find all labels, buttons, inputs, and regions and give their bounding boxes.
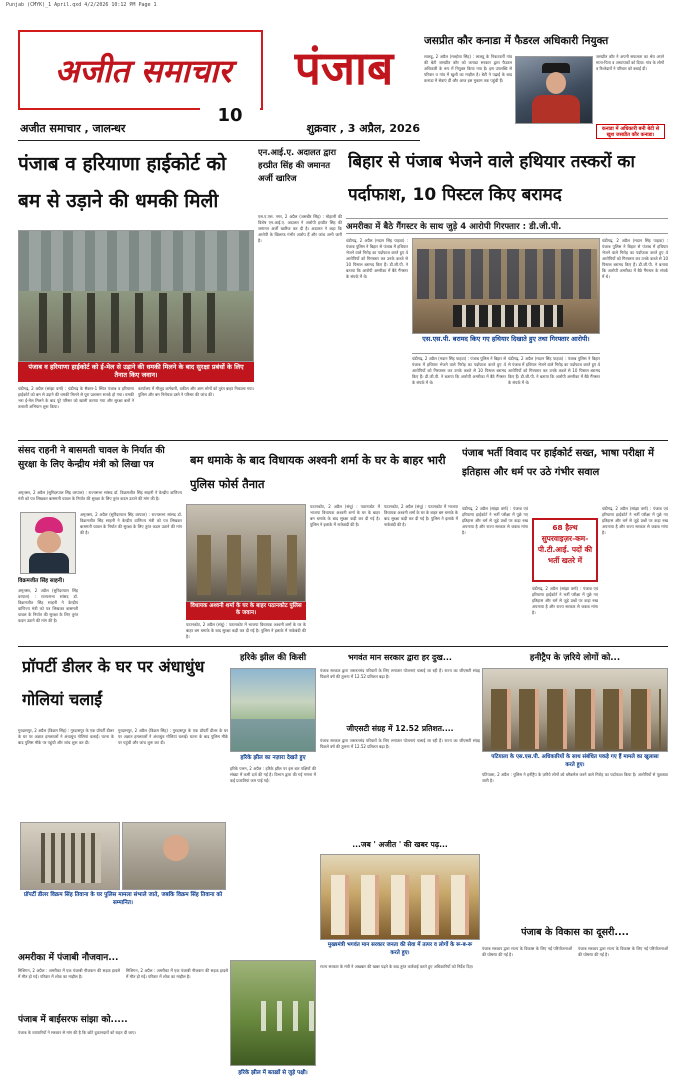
dealer-caption: प्रॉपर्टी डीलर विक्रम सिंह तिवाना के घर पुलिस मामला संभाले जाते, जबकि विक्रम सिंह तिवाना को सम्मानित। <box>18 890 228 908</box>
masthead <box>18 30 420 140</box>
harike-caption: हरिके झील का नज़ारा देखते हुए <box>230 752 316 764</box>
harike-story <box>230 650 316 1086</box>
bail-headline: एन.आई.ए. अदालत द्वारा हरप्रीत सिंह की जमानत अर्जी खारिज <box>258 147 337 183</box>
sahni-caption: विक्रमजीत सिंह साहनी। <box>18 578 65 584</box>
exam-story <box>462 444 668 642</box>
exam-box-text: 68 हैल्थ सुपरवाइज़र-कम-पी.टी.आई. पदों की भर्ती खतरे में <box>537 523 593 565</box>
mla-body-3: पठानकोट, 2 अप्रैल (संधू) : पठानकोट में भाजपा विधायक अश्वनी शर्मा के घर के बाहर बम धमाके के बाद सुरक्षा कड़ी कर दी गई है। पुलिस ने इलाके में नाकेबंदी की है। <box>384 504 458 527</box>
seized-pistols <box>453 305 563 327</box>
weapons-story <box>346 146 668 436</box>
weapons-body-2: चंडीगढ़, 2 अप्रैल (मदान सिंह पाहवा) : पंजाब पुलिस ने बिहार से पंजाब में हथियार भेजने वाले गिरोह का पर्दाफाश करते हुए 4 आरोपियों को गिरफ्तार कर उनके कब्जे से 10 पिस्टल बरामद किए हैं। डी.जी.पी. ने बताया कि आरोपी अमरीका में बैठे गैंगस्टर के संपर्क में थे। <box>602 238 668 279</box>
harike-photo-3 <box>230 960 316 1066</box>
honeytrap-body: पटियाला, 2 अप्रैल : पुलिस ने हनीट्रैप के ज़रिये लोगों को ब्लैकमेल करने वाले गिरोह का पर्दाफाश किया है। आरोपियों से पूछताछ जारी है। <box>482 772 668 783</box>
ajit-body: राज्य सरकार के मंत्री ने अखबार की खबर पढ़ने के बाद तुरंत कार्रवाई करते हुए अधिकारियों को निर्देश दिए। <box>320 964 474 969</box>
weapons-body-4: चंडीगढ़, 2 अप्रैल (मदान सिंह पाहवा) : पंजाब पुलिस ने बिहार से पंजाब में हथियार भेजने वाले गिरोह का पर्दाफाश करते हुए 4 आरोपियों को गिरफ्तार कर उनके कब्जे से 10 पिस्टल बरामद किए हैं। डी.जी.पी. ने बताया कि आरोपी अमरीका में बैठे गैंगस्टर के संपर्क में थे। <box>508 356 600 385</box>
mla-body-2: पठानकोट, 2 अप्रैल (संधू) : पठानकोट में भाजपा विधायक अश्वनी शर्मा के घर के बाहर बम धमाके के बाद सुरक्षा कड़ी कर दी गई है। पुलिस ने इलाके में नाकेबंदी की है। <box>310 504 380 527</box>
ajit-photo <box>320 854 480 940</box>
sahni-body-3: अमृतसर, 2 अप्रैल (सुरिंदरपाल सिंह वरपाल) : राज्यसभा सांसद डॉ. विक्रमजीत सिंह साहनी ने केन्द्रीय वाणिज्य मंत्री को पत्र लिखकर बासमती चावल के निर्यात की सुरक्षा के लिए तुरंत कदम उठाने की मांग की है। <box>18 588 78 623</box>
traders-body: पंजाब के व्यापारियों ने सरकार से मांग की है कि छोटे दुकानदारों को राहत दी जाए। <box>18 1030 137 1035</box>
development-body: पंजाब सरकार द्वारा राज्य के विकास के लिए नई परियोजनाओं की घोषणा की गई है। <box>482 946 572 957</box>
cm-figures <box>331 875 471 935</box>
lake-water <box>231 719 316 752</box>
ration-headline-main: भगवंत मान सरकार द्वारा हर दुख... <box>348 653 452 662</box>
court-building <box>19 231 254 291</box>
dealer-headline: प्रॉपर्टी डीलर के घर पर अंधाधुंध गोलियां चलाईं <box>22 657 205 709</box>
sahni-body-2: अमृतसर, 2 अप्रैल (सुरिंदरपाल सिंह वरपाल) : राज्यसभा सांसद डॉ. विक्रमजीत सिंह साहनी ने केन्द्रीय वाणिज्य मंत्री को पत्र लिखकर बासमती चावल के निर्यात की सुरक्षा के लिए तुरंत कदम उठाने की मांग की है। <box>80 512 182 535</box>
edition-box <box>268 30 420 110</box>
nri-headline: अमरीका में पंजाबी नौजवान... <box>18 953 119 963</box>
section-rule-1 <box>18 440 668 441</box>
sahni-photo <box>20 512 76 574</box>
edition-date: शुक्रवार , 3 अप्रैल, 2026 <box>306 122 420 135</box>
masthead-rule <box>18 140 420 141</box>
harike-caption-2: हरिके झील में बतख़ों से जुड़े पक्षी। <box>230 1066 316 1080</box>
mla-body: पठानकोट, 2 अप्रैल (संधू) : पठानकोट में भाजपा विधायक अश्वनी शर्मा के घर के बाहर बम धमाके के बाद सुरक्षा कड़ी कर दी गई है। पुलिस ने इलाके में नाकेबंदी की है। <box>186 622 306 639</box>
sahni-story <box>18 444 182 642</box>
honeytrap-story <box>482 650 668 920</box>
top-story <box>420 30 665 140</box>
dealer-photo <box>20 822 120 890</box>
print-slug: Punjab (CMYK)_1 April.qxd 4/2/2026 10:12 PM Page 1 <box>6 2 157 8</box>
top-story-headline: जसप्रीत कौर कनाडा में फैडरल अधिकारी नियुक्त <box>424 35 609 47</box>
hc-bomb-body-2: कार्यालय में मौजूद कर्मचारी, वकील और आम लोगों को तुरंत बाहर निकाला गया। पुलिस और बम निरोधक दस्ते ने परिसर की जांच की। <box>138 386 254 397</box>
dealer-body-2: गुरदासपुर, 2 अप्रैल (विक्रम सिंह) : गुरदासपुर के एक प्रॉपर्टी डीलर के घर पर अज्ञात हमलावरों ने अंधाधुंध गोलियां चलाईं। घटना के बाद पुलिस मौके पर पहुंची और जांच शुरू कर दी। <box>118 728 228 745</box>
hc-bomb-headline: पंजाब व हरियाणा हाईकोर्ट को बम से उड़ाने की धमकी मिली <box>18 153 227 212</box>
page-number-badge <box>200 104 260 128</box>
dealer-body: गुरदासपुर, 2 अप्रैल (विक्रम सिंह) : गुरदासपुर के एक प्रॉपर्टी डीलर के घर पर अज्ञात हमलावरों ने अंधाधुंध गोलियां चलाईं। घटना के बाद पुलिस मौके पर पहुंची और जांच शुरू कर दी। <box>18 728 114 745</box>
officer-photo <box>515 56 593 124</box>
paper-name: अजीत समाचार <box>54 52 232 90</box>
gst-body: पंजाब सरकार द्वारा जरूरतमंद परिवारों के लिए लगातार योजनाएं चलाई जा रही हैं। राज्य का जीएसटी संग्रह पिछले वर्ष की तुलना में 12.52 प्रतिशत बढ़ा है। <box>320 738 480 749</box>
weapons-body-3: चंडीगढ़, 2 अप्रैल (मदान सिंह पाहवा) : पंजाब पुलिस ने बिहार से पंजाब में हथियार भेजने वाले गिरोह का पर्दाफाश करते हुए 4 आरोपियों को गिरफ्तार कर उनके कब्जे से 10 पिस्टल बरामद किए हैं। डी.जी.पी. ने बताया कि आरोपी अमरीका में बैठे गैंगस्टर के संपर्क में थे। <box>412 356 506 385</box>
exam-headline: पंजाब भर्ती विवाद पर हाईकोर्ट सख्त, भाषा परीक्षा में इतिहास और धर्म पर उठे गंभीर सवाल <box>462 448 655 478</box>
sahni-suit <box>29 553 69 574</box>
top-story-caption: कनाडा में अधिकारी बनी बेटी से खुश जसप्रीत कौर कनाडा। <box>596 124 665 139</box>
development-body-2: पंजाब सरकार द्वारा राज्य के विकास के लिए नई परियोजनाओं की घोषणा की गई है। <box>578 946 668 957</box>
nri-story <box>18 950 228 1010</box>
officer-uniform <box>532 95 580 124</box>
bail-story <box>258 146 342 436</box>
harike-body: हरिके पत्तन, 2 अप्रैल : हरिके झील पर इस बार पक्षियों की संख्या में कमी दर्ज की गई है। विभाग द्वारा की गई गणना में कई प्रजातियां कम पाई गईं। <box>230 766 316 783</box>
weapons-subhead: अमरीका में बैठे गैंगस्टर के साथ जुड़े 4 आरोपी गिरफ्तार : डी.जी.पी. <box>346 218 668 234</box>
hc-bomb-photo <box>18 230 254 362</box>
weapons-photo <box>412 238 600 334</box>
mid-right-column <box>320 650 480 1086</box>
dealer-photo-2 <box>122 822 226 890</box>
police-figures <box>39 293 229 353</box>
mla-headline: बम धमाके के बाद विधायक अश्वनी शर्मा के घर के बाहर भारी पुलिस फोर्स तैनात <box>190 453 446 491</box>
paper-name-box <box>18 30 263 110</box>
ajit-headline: ...जब ' अजीत ' की खबर पढ़... <box>352 840 448 849</box>
ration-body: पंजाब सरकार द्वारा जरूरतमंद परिवारों के लिए लगातार योजनाएं चलाई जा रही हैं। राज्य का जीएसटी संग्रह पिछले वर्ष की तुलना में 12.52 प्रतिशत बढ़ा है। <box>320 668 480 679</box>
exam-box <box>532 518 598 582</box>
harike-photo <box>230 668 316 752</box>
hc-bomb-story <box>18 146 254 436</box>
sahni-headline: संसद राहनी ने बासमती चावल के निर्यात की सुरक्षा के लिए केन्द्रीय मंत्री को लिखा पत्र <box>18 445 165 470</box>
weapons-caption: एस.एस.पी. बरामद किए गए हथियार दिखाते हुए तथा गिरफ्तार आरोपी। <box>412 334 600 354</box>
police-line <box>417 249 597 299</box>
officer-face <box>546 72 566 94</box>
bail-body: एस.ए.एस. नगर, 2 अप्रैल (जसबीर सिंह) : मोहाली की विशेष एन.आई.ए. अदालत ने आरोपी हरप्रीत सिंह की जमानत अर्जी खारिज कर दी है। अदालत ने कहा कि आरोपी के खिलाफ गंभीर आरोप हैं और जांच अभी जारी है। <box>258 214 342 243</box>
weapons-body: चंडीगढ़, 2 अप्रैल (मदान सिंह पाहवा) : पंजाब पुलिस ने बिहार से पंजाब में हथियार भेजने वाले गिरोह का पर्दाफाश करते हुए 4 आरोपियों को गिरफ्तार कर उनके कब्जे से 10 पिस्टल बरामद किए हैं। डी.जी.पी. ने बताया कि आरोपी अमरीका में बैठे गैंगस्टर के संपर्क में थे। <box>346 238 408 279</box>
development-headline: पंजाब के विकास का दूसरी.... <box>521 927 629 938</box>
harike-headline: हरिके झील की किसी <box>239 653 307 663</box>
birds-flock <box>261 1001 316 1031</box>
hc-bomb-body: चंडीगढ़, 2 अप्रैल (सांझा वर्मा) : चंडीगढ़ के सैक्टर-1 स्थित पंजाब व हरियाणा हाईकोर्ट को बम से उड़ाने की धमकी मिलने से पूरा प्रशासन सतर्क हो गया। धमकी भरा ई-मेल मिलने के बाद पूरे परिसर को खाली कराया गया और सुरक्षा बलों ने तलाशी अभियान शुरू किया। <box>18 386 134 409</box>
officers-row <box>491 689 661 749</box>
exam-body-2: चंडीगढ़, 2 अप्रैल (सांझा वर्मा) : पंजाब एवं हरियाणा हाईकोर्ट ने भर्ती परीक्षा में पूछे गए इतिहास और धर्म से जुड़े प्रश्नों पर कड़ा रुख अपनाया है और राज्य सरकार से जवाब मांगा है। <box>532 586 598 615</box>
nri-body: मिशिगन, 2 अप्रैल : अमरीका में एक पंजाबी नौजवान की सड़क हादसे में मौत हो गई। परिवार में शोक का माहौल है। <box>18 968 120 979</box>
honeytrap-caption: पटियाला के एस.एस.पी. अधिकारियों के साथ संबंधित पकड़े गए हैं मामले का खुलासा करते हुए। <box>482 752 668 770</box>
sahni-face <box>37 531 61 553</box>
section-rule-2 <box>18 646 668 647</box>
ajit-caption: मुख्यमंत्री भगवंत मान सरकार जनता की सेवा में तत्पर व लोगों के रू-ब-रू करते हुए। <box>320 940 480 962</box>
exam-body: चंडीगढ़, 2 अप्रैल (सांझा वर्मा) : पंजाब एवं हरियाणा हाईकोर्ट ने भर्ती परीक्षा में पूछे गए इतिहास और धर्म से जुड़े प्रश्नों पर कड़ा रुख अपनाया है और राज्य सरकार से जवाब मांगा है। <box>462 506 528 535</box>
mla-photo <box>186 504 306 602</box>
house-gate <box>41 833 101 883</box>
dealer-story <box>18 650 228 946</box>
edition-place: अजीत समाचार , जालन्धर <box>20 122 126 135</box>
edition-name: पंजाब <box>294 41 394 95</box>
hc-bomb-caption: पंजाब व हरियाणा हाईकोर्ट को ई-मेल से उड़ाने की धमकी मिलने के बाद सुरक्षा प्रबंधों के लिए तैनात किए जवान। <box>18 362 254 382</box>
traders-story <box>18 1012 228 1084</box>
page-number: 10 <box>217 105 243 126</box>
police-officers <box>197 535 297 595</box>
development-story <box>482 924 668 1084</box>
gst-headline: जीएसटी संग्रह में 12.52 प्रतिशत.... <box>346 724 454 733</box>
weapons-headline: बिहार से पंजाब भेजने वाले हथियार तस्करों का पर्दाफाश, 10 पिस्टल किए बरामद <box>348 152 635 205</box>
top-story-body: लालडू, 2 अप्रैल (मल्होत्रा सिंह) : लालडू के निकटवर्ती गांव की बेटी जसप्रीत कौर को कनाडा सरकार द्वारा फैडरल अधिकारी के रूप में नियुक्त किया गया है। इस उपलब्धि से परिवार व गांव में खुशी का माहौल है। बेटी ने पढ़ाई के बाद कनाडा में सेवाएं दीं और आज इस मुकाम तक पहुंची हैं। <box>424 54 512 83</box>
mla-story <box>186 444 458 642</box>
dealer-portrait <box>163 835 189 861</box>
honeytrap-photo <box>482 668 668 752</box>
nri-body-2: मिशिगन, 2 अप्रैल : अमरीका में एक पंजाबी नौजवान की सड़क हादसे में मौत हो गई। परिवार में शोक का माहौल है। <box>126 968 228 979</box>
traders-headline: पंजाब में बाईसरफ सांझा को..... <box>18 1015 128 1025</box>
honeytrap-headline: हनीट्रैप के ज़रिये लोगों को... <box>529 653 621 663</box>
exam-body-3: चंडीगढ़, 2 अप्रैल (सांझा वर्मा) : पंजाब एवं हरियाणा हाईकोर्ट ने भर्ती परीक्षा में पूछे गए इतिहास और धर्म से जुड़े प्रश्नों पर कड़ा रुख अपनाया है और राज्य सरकार से जवाब मांगा है। <box>602 506 668 535</box>
mla-caption: विधायक अश्वनी शर्मा के घर के बाहर पठानकोट पुलिस के जवान। <box>186 602 306 620</box>
sahni-body: अमृतसर, 2 अप्रैल (सुरिंदरपाल सिंह वरपाल) : राज्यसभा सांसद डॉ. विक्रमजीत सिंह साहनी ने केन्द्रीय वाणिज्य मंत्री को पत्र लिखकर बासमती चावल के निर्यात की सुरक्षा के लिए तुरंत कदम उठाने की मांग की है। <box>18 490 182 501</box>
top-story-body-2: जसप्रीत कौर ने अपनी सफलता का श्रेय अपने माता-पिता व अध्यापकों को दिया। गांव के लोगों व रिश्तेदारों ने परिवार को बधाई दी। <box>596 54 664 71</box>
